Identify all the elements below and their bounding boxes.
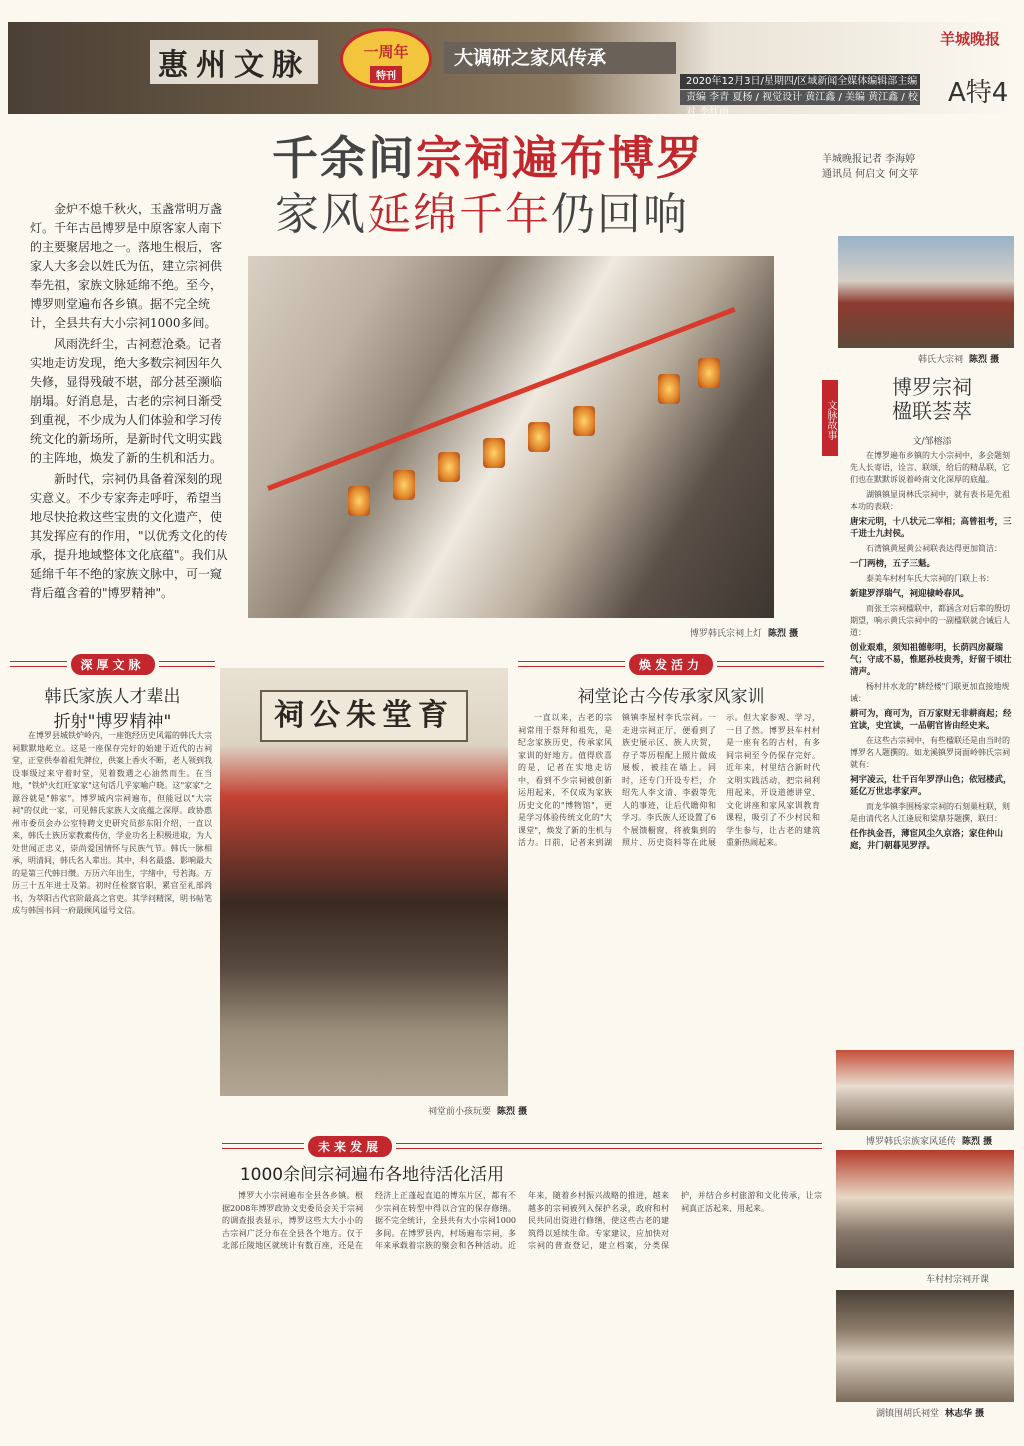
sidebar-paragraph: 在这些古宗祠中，有些楹联还是由当时的博罗名人题撰的。如龙溪镇罗岗面岭韩氏宗祠就有：	[850, 736, 1010, 769]
caption-credit: 陈烈 摄	[768, 629, 799, 639]
divider	[396, 1143, 822, 1149]
divider	[159, 661, 216, 667]
section-header-2	[518, 654, 824, 674]
right-photo-2-caption	[866, 1134, 992, 1147]
sidebar-paragraph: 而张王宗祠楹联中，都涵含对后辈的殷切期望，响示黄氏宗祠中的一副楹联就合诫后人道：	[850, 604, 1010, 637]
couplet: 唐宋元明，十八状元二宰相；高曾祖考，三千进士九封侯。	[850, 517, 1012, 539]
headline-part: 仍回响	[551, 189, 689, 240]
caption-text: 博罗韩氏宗族家风延传	[866, 1137, 957, 1147]
special-issue-tag: 特刊	[370, 66, 402, 83]
ancestral-hall-photo	[838, 236, 1014, 348]
section-pill: 深厚文脉	[71, 654, 155, 675]
sidebar-text	[850, 450, 1014, 855]
couplet: 祠宇凌云，壮千百年罗浮山色；依冠楼武，延亿万世忠孝家声。	[850, 775, 1012, 797]
intro-paragraph: 新时代，宗祠仍具备着深刻的现实意义。不少专家奔走呼吁，希望当地尽快抢救这些宝贵的文化遗产，使其发挥应有的作用，"以优秀文化的传承，提升地域整体文化底蕴"。我们从延绵千年不绝的家族文脉中，可一窥背后蕴含着的"博罗精神"。	[30, 472, 228, 600]
section-header-3	[222, 1136, 822, 1156]
caption-credit: 陈烈 摄	[962, 1137, 993, 1147]
headline-part-red: 延绵千年	[367, 189, 551, 240]
section-2-title: 祠堂论古今传承家风家训	[577, 687, 765, 707]
top-right-caption	[918, 352, 999, 365]
newspaper-logo: 羊城晚报	[940, 30, 1001, 48]
section-2-text: 一直以来，古老的宗祠常用于祭拜和祖先，是纪念家族历史，传承家风家训的好地方。值得欣喜的是，记者在实地走访中，看到不少宗祠被创新运用起来，不仅成为家族历史文化的"博物馆"，更是学习体验传统文化的"大课堂"，焕发了新的生机与活力。日前，记者来到湖镇镇李屋村李氏宗祠。一走进宗祠正厅，便看到了族史展示区、族人庆贺，存子等历程配上照片做成展板，被挂在墙上。同时，还专门开设专栏，介绍先人李文清、李毅等先人的事迹，让后代瞻仰和学习。李氏族人还设置了6个展馈橱窗，将被集到的照片、历史资料等在此展示。但大家参观、学习，一目了然。博罗县车村村是一座有名的古村，有多间宗祠至今仍保存完好。近年来，村里结合新时代文明实践活动，把宗祠利用起来，开设道德讲堂、文化讲座和家风家训教育课程，吸引了不少村民和学生参与，让古老的建筑重新热闹起来。	[518, 713, 820, 847]
divider	[717, 661, 824, 667]
lantern	[528, 422, 550, 452]
section-header-1	[10, 654, 215, 674]
lantern	[483, 438, 505, 468]
couplet: 耕可为，商可为，百万家财无非耕商起；经宜读，史宜读，一品朝官皆由经史来。	[850, 709, 1012, 731]
hall-signboard: 祠公朱堂育	[260, 690, 468, 742]
lantern	[438, 452, 460, 482]
caption-text: 祠堂前小孩玩要	[428, 1107, 492, 1117]
couplet: 一门两榜，五子三魁。	[850, 559, 936, 569]
hu-clan-hall-photo	[836, 1290, 1014, 1402]
reporter-line: 羊城晚报记者 李海婷	[822, 154, 916, 165]
couplet: 新建罗浮瑞气，祠迎棣岭春风。	[850, 589, 970, 599]
section-pill: 未来发展	[308, 1136, 392, 1157]
sidebar-tag: 文脉故事	[822, 380, 838, 456]
divider	[222, 1143, 304, 1149]
clan-gathering-photo	[836, 1050, 1014, 1130]
headline-line-2	[275, 178, 689, 242]
lantern	[348, 486, 370, 516]
intro-paragraph: 风雨洗纤尘，古祠惹沧桑。记者实地走访发现，绝大多数宗祠因年久失修，显得残破不堪，部分甚至濒临崩塌。好消息是，古老的宗祠日渐受到重视，不少成为人们体验和学习传统文化的新场所，是新时代文明实践的主阵地，焕发了新的生机和活力。	[30, 337, 223, 465]
reporters	[822, 152, 918, 182]
sidebar-title-line: 楹联荟萃	[892, 399, 972, 423]
caption-credit: 陈烈 摄	[497, 1107, 528, 1117]
intro-paragraph: 金炉不熄千秋火，玉盏常明万盏灯。千年古邑博罗是中原客家人南下的主要聚居地之一。落地生根后，客家人大多会以姓氏为伍，建立宗祠供奉先祖，家族文脉延绵不绝。至今，博罗则堂遍布各乡镇。据不完全统计，全县共有大小宗祠1000多间。	[30, 202, 223, 330]
section-1-text: 在博罗县城铁炉岭内，一座饱经历史风霜的韩氏大宗祠默默地屹立。这是一座保存完好的始建于近代的古祠堂，正堂供奉着祖先牌位，供案上香火不断，老人领到我设事级过来守着时堂，见着数遇之心油然而生。在当地，"铁炉火红旺家家"这句话几乎家喻户晓。这"家家"之源谷就是"韩家"。博罗城内宗祠遍布，但能冠以"大宗祠"的仅此一家，可见韩氏家族人文底蕴之深厚。政协惠州市委员会办公室特聘文史研究员彭东阳介绍，一直以来，韩氏士族历家教素传仿，学业功名上积极进取，为人处世闻正忠义，崇尚爱国情怀与民族气节。韩氏一脉相承，明清间，韩氏名人辈出。其中，科名最盛、影响最大的是第三代韩日缵。万历六年出生，字绪中，号若海。万历三十五年进士及第。初时任检察官职，累官至礼部尚书，为萃阳古代官阶最高之官吏。其学问精深，明书帖笔成与韩国书同一府最顾风谥号文信。	[12, 731, 212, 915]
sidebar-paragraph: 而龙华镇李围杨家宗祠的石刻巢柱联，则是由清代名人江逢辰和梁鼎芬题撰，联曰：	[850, 802, 1010, 823]
main-photo-lanterns	[248, 256, 774, 618]
lantern	[658, 374, 680, 404]
page-number: A特4	[948, 78, 1009, 108]
headline-part: 家风	[275, 189, 367, 240]
caption-text: 湖镇围胡氏祠堂	[876, 1409, 940, 1419]
section-1-title	[10, 682, 215, 732]
door-photo-caption	[428, 1104, 527, 1117]
section-title-line: 折射"博罗精神"	[53, 712, 172, 732]
sidebar-author: 文/邹榕添	[912, 437, 952, 447]
lantern	[393, 470, 415, 500]
column-brand: 惠州文脉	[150, 40, 318, 84]
sidebar-title-line: 博罗宗祠	[892, 375, 972, 399]
divider	[518, 661, 625, 667]
caption-text: 韩氏大宗祠	[918, 355, 964, 365]
caption-credit: 陈烈 摄	[969, 355, 1000, 365]
anniversary-text: 一周年	[363, 43, 409, 61]
sidebar-title	[852, 375, 1012, 423]
section-title-line: 韩氏家族人才辈出	[44, 687, 181, 707]
lantern	[698, 358, 720, 388]
section-pill: 焕发活力	[629, 654, 713, 675]
sidebar-paragraph: 在博罗遍布乡镇的大小宗祠中，多会题刻先人长寄语，诠言、联颂，给后的精品联，它们也在默默诉说着岭南文化深厚的底蕴。	[850, 451, 1010, 484]
section-3-text: 博罗大小宗祠遍布全县各乡镇。根据2008年博罗政协文史委员会关于宗祠的调查报表显示，博罗这些大大小小的古宗祠广泛分布在全县各个地方。仅于北部丘陵地区就统计有数百座，还是在经济上正蓬起直追的博东片区，都有不少宗祠在转型中得以合宜的保存修缮。据不完全统计，全县共有大小宗祠1000多间。在博罗县内，村场遍布宗祠，多年来承载着宗族的聚会和各种活动。近年来，随着乡村振兴战略的推进，越来越多的宗祠被列入保护名录，政府和村民共同出资进行修缮，使这些古老的建筑得以延续生命。专家建议，应加快对宗祠的普查登记，建立档案，分类保护，并结合乡村旅游和文化传承，让宗祠真正活起来、用起来。	[222, 1191, 822, 1250]
headline-part-red: 宗祠遍布博罗	[416, 131, 704, 185]
date-line: 2020年12月3日/星期四/区域新闻全媒体编辑部主编	[680, 74, 920, 89]
correspondent-line: 通讯员 何启文 何文苹	[822, 169, 919, 180]
lantern	[573, 406, 595, 436]
intro-text	[30, 200, 230, 605]
sidebar-paragraph: 泰美车村村车氏大宗祠的门联上书：	[866, 574, 994, 583]
theme-banner: 大调研之家风传承	[444, 42, 676, 74]
village-class-photo	[836, 1150, 1014, 1268]
sidebar-paragraph: 杨村井水龙的"耕经楼"门联更加直接地规诫：	[850, 682, 1010, 703]
headline-part: 千余间	[272, 131, 416, 185]
sidebar-paragraph: 湖镇镇显岗林氏宗祠中，就有表书是先祖本功的表联：	[850, 490, 1010, 511]
couplet: 创业艰难，须知祖德彰明，长荫四房凝瑞气；守成不易，惟愿孙枝贵秀，好留千顷壮清声。	[850, 643, 1012, 677]
couplet: 任作执金吾，薄宦风尘久京洛；家住仲山庭，井门朝暮见罗浮。	[850, 829, 1004, 851]
ancestral-door-photo	[220, 668, 508, 1096]
caption-credit: 林志华 摄	[945, 1409, 985, 1419]
caption-text: 博罗韩氏宗祠上灯	[690, 629, 763, 639]
right-photo-3-caption: 车村村宗祠开课	[926, 1275, 990, 1285]
staff-line: 责编 李青 夏杨 / 视觉设计 黄江鑫 / 美编 黄江鑫 / 校对 李红雨	[680, 90, 920, 105]
divider	[10, 661, 67, 667]
main-photo-caption	[690, 626, 798, 639]
right-photo-4-caption	[876, 1406, 984, 1419]
sidebar-paragraph: 石湾镇黄屋黄公祠联表达得更加简洁：	[866, 544, 1002, 553]
section-3-title: 1000余间宗祠遍布各地待活化活用	[239, 1165, 505, 1185]
anniversary-badge	[340, 28, 432, 90]
